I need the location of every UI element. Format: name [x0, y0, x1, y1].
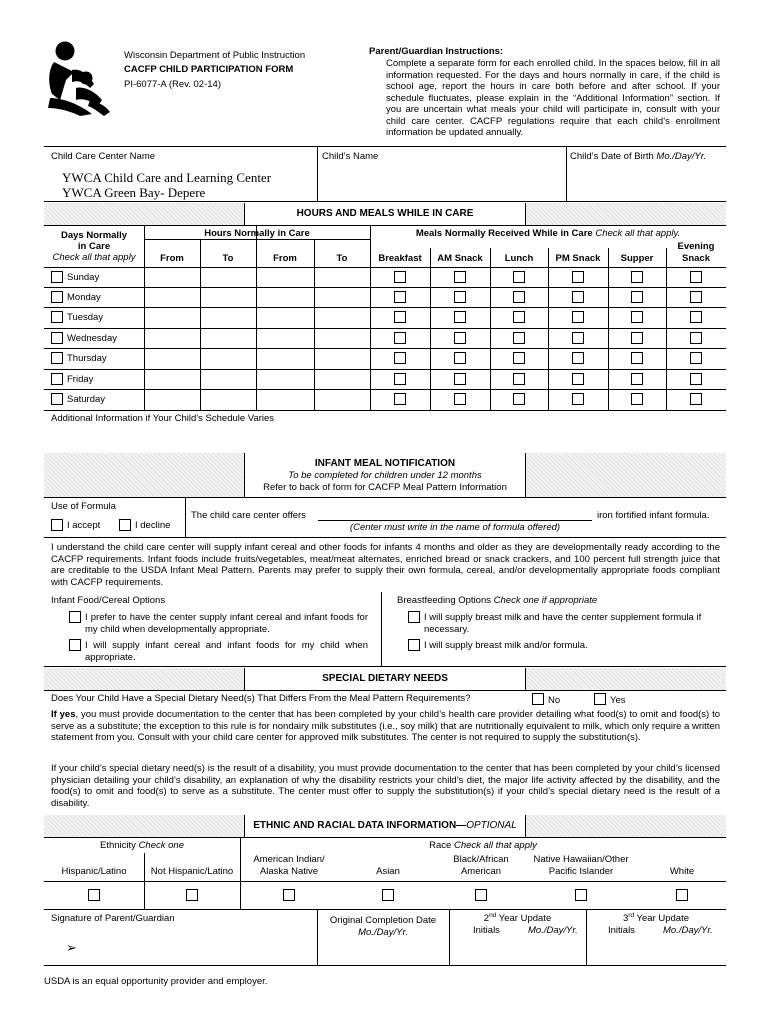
dietary-no-checkbox[interactable] — [532, 693, 544, 705]
day-label-sunday: Sunday — [67, 272, 100, 283]
hours-section-title: HOURS AND MEALS WHILE IN CARE — [244, 203, 526, 225]
meal-checkbox-monday-evening-snack[interactable] — [690, 291, 702, 303]
not-hispanic-checkbox[interactable] — [186, 889, 198, 901]
day-checkbox-sunday[interactable] — [51, 271, 63, 283]
meal-checkbox-saturday-pm-snack[interactable] — [572, 393, 584, 405]
third-year-initials: Initials — [608, 925, 635, 936]
signature-field[interactable] — [84, 930, 312, 962]
original-date-label: Original Completion Date Mo./Day/Yr. — [329, 915, 437, 938]
center-name-label: Child Care Center Name — [51, 151, 156, 162]
infant-understand-text: I understand the child care center will supply infant cereal and other foods for infants 4 months and older as they are developmentally ready according to the CACFP requirements. Infant foods include fruits/vegetables, meat/meat alternates, enriched bread or snack crackers, and 100 percent full strength juice that are creditable to the USDA Infant Meal Pattern. Parents may prefer to supply their own formula, cereal, and/or developmentally appropriate foods compliant with CACFP requirements. — [51, 542, 720, 588]
meal-checkbox-tuesday-breakfast[interactable] — [394, 311, 406, 323]
meal-checkbox-tuesday-evening-snack[interactable] — [690, 311, 702, 323]
child-name-field[interactable] — [320, 164, 560, 198]
additional-info-label: Additional Information if Your Child’s Schedule Varies — [51, 413, 275, 424]
meal-checkbox-monday-am-snack[interactable] — [454, 291, 466, 303]
form-number: PI-6077-A (Rev. 02-14) — [124, 79, 221, 90]
dietary-no-label: No — [548, 695, 561, 706]
white-label: White — [669, 866, 695, 877]
not-hispanic-label: Not Hispanic/Latino — [150, 866, 234, 877]
dietary-yes-checkbox[interactable] — [594, 693, 606, 705]
day-label-tuesday: Tuesday — [67, 312, 104, 323]
meal-checkbox-sunday-lunch[interactable] — [513, 271, 525, 283]
american-indian-label: American Indian/ Alaska Native — [253, 854, 325, 877]
ethnic-section-header — [44, 815, 726, 837]
food-option2-text: I will supply infant cereal and infant foods for my child when appropriate. — [85, 640, 368, 663]
meal-checkbox-wednesday-am-snack[interactable] — [454, 332, 466, 344]
meal-checkbox-friday-evening-snack[interactable] — [690, 373, 702, 385]
dietary-question: Does Your Child Have a Special Dietary Need(s) That Differs From the Meal Pattern Requirements? — [51, 693, 471, 704]
third-year-update-label: 3rd Year Update — [622, 912, 689, 925]
black-checkbox[interactable] — [475, 889, 487, 901]
meal-checkbox-friday-lunch[interactable] — [513, 373, 525, 385]
meal-checkbox-sunday-pm-snack[interactable] — [572, 271, 584, 283]
hispanic-label: Hispanic/Latino — [61, 866, 127, 877]
meal-checkbox-tuesday-am-snack[interactable] — [454, 311, 466, 323]
black-label: Black/African American — [453, 854, 509, 877]
meal-checkbox-wednesday-breakfast[interactable] — [394, 332, 406, 344]
meal-col-evening-snack: Evening Snack — [677, 241, 715, 264]
breast-option1-checkbox[interactable] — [408, 611, 420, 623]
day-checkbox-wednesday[interactable] — [51, 332, 63, 344]
hours-col-to-2: To — [336, 253, 348, 264]
department-name: Wisconsin Department of Public Instruction — [124, 50, 306, 61]
ethnic-section-title: ETHNIC AND RACIAL DATA INFORMATION—OPTIONAL — [244, 815, 526, 837]
child-name-label: Child’s Name — [322, 151, 379, 162]
if-yes-paragraph: If yes, you must provide documentation to the center that has been completed by your child’s health care provider detailing what food(s) to omit and food(s) to serve as a substitute; the exception to this rule is for nondairy milk substitutes (i.e., soy milk) that are nutritionally equivalent to milk, which only require a written statement from you. Consult with your child care center for approved milk substitutes. The center is not required to supply the substitution(s). — [51, 709, 720, 743]
meal-checkbox-wednesday-lunch[interactable] — [513, 332, 525, 344]
days-header: Days Normally in Care Check all that apply — [52, 230, 136, 263]
meal-checkbox-sunday-am-snack[interactable] — [454, 271, 466, 283]
meal-col-pm-snack: PM Snack — [555, 253, 601, 264]
formula-name-line[interactable] — [318, 520, 592, 521]
center-offers-suffix: iron fortified infant formula. — [597, 510, 710, 521]
dpi-logo-icon — [46, 40, 112, 118]
instructions-text: Complete a separate form for each enrolled child. In the spaces below, fill in all information requested. For the days and hours normally in care, if the child is school age, report the hours in care both before and after school. If your schedule fluctuates, please explain in the “Additional Information” section. If you are uncertain what meals your child will participate in, consult with your child care center. CACFP regulations require that each child’s enrollment information be updated annually. — [386, 58, 720, 138]
meal-checkbox-saturday-evening-snack[interactable] — [690, 393, 702, 405]
breast-option2-text: I will supply breast milk and/or formula. — [424, 640, 588, 651]
day-label-monday: Monday — [67, 292, 101, 303]
meal-checkbox-saturday-lunch[interactable] — [513, 393, 525, 405]
meal-checkbox-thursday-am-snack[interactable] — [454, 352, 466, 364]
center-write-note: (Center must write in the name of formula offered) — [349, 522, 561, 533]
hours-col-from-1: From — [160, 253, 184, 264]
meal-col-lunch: Lunch — [504, 253, 534, 264]
accept-label: I accept — [67, 520, 101, 531]
day-checkbox-friday[interactable] — [51, 373, 63, 385]
day-checkbox-monday[interactable] — [51, 291, 63, 303]
decline-checkbox[interactable] — [119, 519, 131, 531]
meal-checkbox-monday-breakfast[interactable] — [394, 291, 406, 303]
dietary-section-header — [44, 668, 726, 690]
additional-info-field[interactable] — [48, 426, 724, 450]
hawaiian-label: Native Hawaiian/Other Pacific Islander — [533, 854, 629, 877]
meal-checkbox-friday-am-snack[interactable] — [454, 373, 466, 385]
meal-checkbox-sunday-supper[interactable] — [631, 271, 643, 283]
second-year-date: Mo./Day/Yr. — [528, 925, 578, 936]
meal-checkbox-sunday-evening-snack[interactable] — [690, 271, 702, 283]
meal-checkbox-tuesday-pm-snack[interactable] — [572, 311, 584, 323]
meal-checkbox-monday-supper[interactable] — [631, 291, 643, 303]
breast-option1-text: I will supply breast milk and have the center supplement formula if necessary. — [424, 612, 702, 635]
usda-footer: USDA is an equal opportunity provider and employer. — [44, 976, 268, 987]
third-year-date: Mo./Day/Yr. — [663, 925, 713, 936]
meal-checkbox-saturday-breakfast[interactable] — [394, 393, 406, 405]
day-checkbox-tuesday[interactable] — [51, 311, 63, 323]
hawaiian-checkbox[interactable] — [575, 889, 587, 901]
meal-checkbox-monday-pm-snack[interactable] — [572, 291, 584, 303]
food-options-title: Infant Food/Cereal Options — [51, 595, 166, 606]
decline-label: I decline — [135, 520, 171, 531]
dietary-yes-label: Yes — [610, 695, 626, 706]
dob-label: Child’s Date of Birth Mo./Day/Yr. — [570, 151, 707, 162]
meal-checkbox-saturday-supper[interactable] — [631, 393, 643, 405]
asian-checkbox[interactable] — [382, 889, 394, 901]
center-name-value-line1[interactable]: YWCA Child Care and Learning Center — [62, 170, 272, 185]
meal-col-breakfast: Breakfast — [378, 253, 422, 264]
formula-label: Use of Formula — [51, 501, 116, 512]
race-label: Race Check all that apply — [429, 840, 537, 851]
form-title: CACFP CHILD PARTICIPATION FORM — [124, 64, 294, 75]
meal-checkbox-thursday-breakfast[interactable] — [394, 352, 406, 364]
meals-header: Meals Normally Received While in Care Check all that apply. — [415, 228, 681, 239]
hours-section-header — [44, 203, 726, 225]
hours-col-to-1: To — [222, 253, 234, 264]
hispanic-checkbox[interactable] — [88, 889, 100, 901]
accept-checkbox[interactable] — [51, 519, 63, 531]
meal-checkbox-monday-lunch[interactable] — [513, 291, 525, 303]
breast-option2-checkbox[interactable] — [408, 639, 420, 651]
day-label-thursday: Thursday — [67, 353, 107, 364]
ethnicity-label: Ethnicity Check one — [100, 840, 184, 851]
white-checkbox[interactable] — [676, 889, 688, 901]
day-label-friday: Friday — [67, 374, 94, 385]
day-checkbox-saturday[interactable] — [51, 393, 63, 405]
day-label-wednesday: Wednesday — [67, 333, 117, 344]
meal-checkbox-thursday-supper[interactable] — [631, 352, 643, 364]
meal-checkbox-tuesday-lunch[interactable] — [513, 311, 525, 323]
dietary-section-title: SPECIAL DIETARY NEEDS — [244, 668, 526, 690]
meal-checkbox-tuesday-supper[interactable] — [631, 311, 643, 323]
food-option1-checkbox[interactable] — [69, 611, 81, 623]
instructions-title: Parent/Guardian Instructions: — [369, 46, 504, 57]
meal-checkbox-friday-supper[interactable] — [631, 373, 643, 385]
meal-checkbox-thursday-pm-snack[interactable] — [572, 352, 584, 364]
meal-checkbox-thursday-lunch[interactable] — [513, 352, 525, 364]
infant-section-title-box: INFANT MEAL NOTIFICATION To be completed for children under 12 months Refer to back of form for CACFP Meal Pattern Information — [244, 453, 526, 497]
second-year-initials: Initials — [473, 925, 500, 936]
meal-checkbox-sunday-breakfast[interactable] — [394, 271, 406, 283]
breastfeeding-title: Breastfeeding Options Check one if appropriate — [397, 595, 598, 606]
signature-label: Signature of Parent/Guardian — [51, 913, 175, 924]
day-label-saturday: Saturday — [67, 394, 106, 405]
hours-header: Hours Normally in Care — [204, 228, 310, 239]
american-indian-checkbox[interactable] — [283, 889, 295, 901]
signature-arrow-icon: ➢ — [66, 940, 77, 955]
disability-paragraph: If your child’s special dietary need(s) is the result of a disability, you must provide documentation to the center that has been completed by your child’s licensed physician detailing your child’s disability, an explanation of why the disability restricts your child’s diet, the major life activity affected by the disability, and the food(s) to omit and food(s) to serve as a substitute. The center must offer to supply the substitution(s) if your child’s special dietary need is the result of a disability. — [51, 763, 720, 809]
asian-label: Asian — [376, 866, 400, 877]
meal-checkbox-wednesday-pm-snack[interactable] — [572, 332, 584, 344]
meal-col-supper: Supper — [620, 253, 654, 264]
meal-col-am-snack: AM Snack — [437, 253, 483, 264]
meal-checkbox-thursday-evening-snack[interactable] — [690, 352, 702, 364]
hours-col-from-2: From — [273, 253, 297, 264]
meal-checkbox-saturday-am-snack[interactable] — [454, 393, 466, 405]
food-option2-checkbox[interactable] — [69, 639, 81, 651]
center-name-value-line2[interactable]: YWCA Green Bay- Depere — [62, 185, 206, 200]
day-checkbox-thursday[interactable] — [51, 352, 63, 364]
second-year-update-label: 2nd Year Update — [483, 912, 552, 925]
meal-checkbox-friday-pm-snack[interactable] — [572, 373, 584, 385]
meal-checkbox-friday-breakfast[interactable] — [394, 373, 406, 385]
meal-checkbox-wednesday-evening-snack[interactable] — [690, 332, 702, 344]
meal-checkbox-wednesday-supper[interactable] — [631, 332, 643, 344]
center-offers-text: The child care center offers — [191, 510, 306, 521]
dob-field[interactable] — [570, 164, 720, 198]
infant-section-header — [44, 453, 726, 497]
food-option1-text: I prefer to have the center supply infant cereal and infant foods for my child when developmentally appropriate. — [85, 612, 368, 635]
